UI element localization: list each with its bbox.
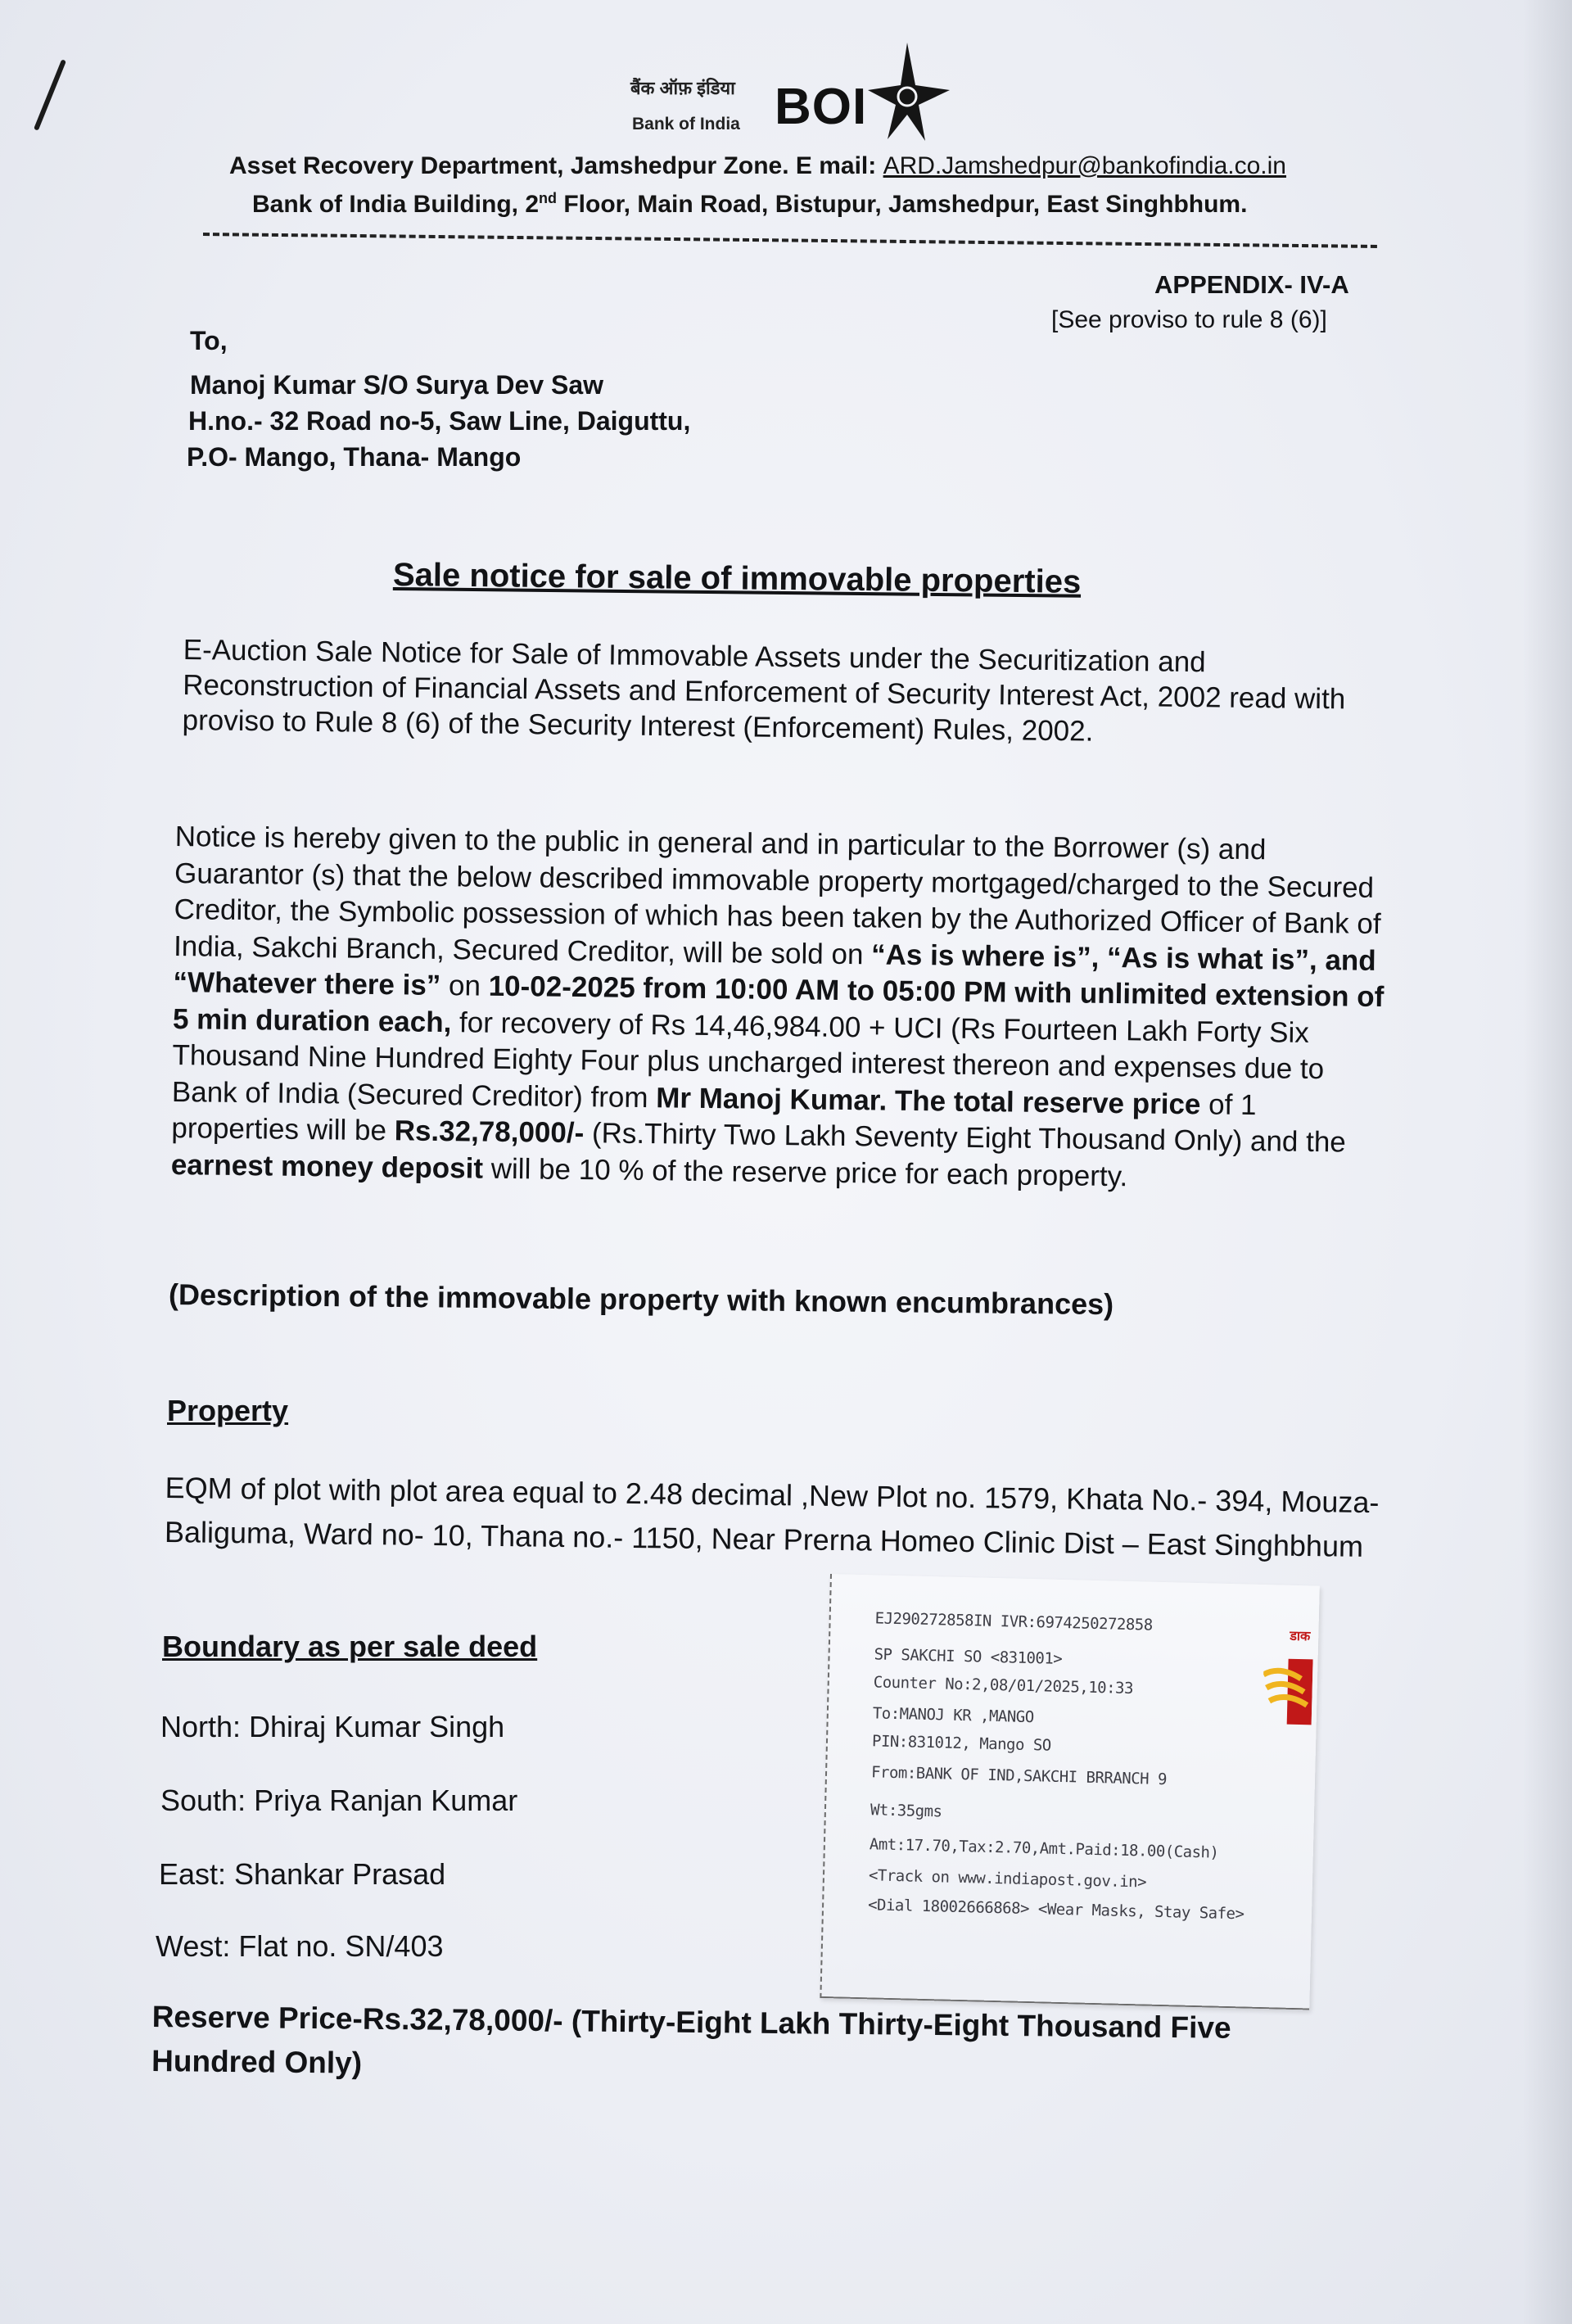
star-icon [868,43,950,141]
para2-reserve-amount: Rs.32,78,000/- [394,1115,585,1150]
receipt-line: To:MANOJ KR ,MANGO [872,1704,1034,1727]
notice-paragraph-1: E-Auction Sale Notice for Sale of Immovable Assets under the Securitization and Reconstruction of Financial Assets and Enforcement of Security Interest Act, 2002 read with proviso to Rule 8 (6) of the Security Interest (Enforcement) Rules, 2002. [182,633,1346,748]
recipient-salutation: To, [190,326,228,355]
page-edge-shadow [1523,0,1572,2324]
logo-english-text: Bank of India [632,115,740,133]
header-line-2 [252,190,1398,219]
receipt-line: Counter No:2,08/01/2025,10:33 [873,1673,1134,1698]
recipient-address-2: P.O- Mango, Thana- Mango [187,442,522,472]
boundary-heading: Boundary as per sale deed [162,1630,538,1663]
receipt-line: SP SAKCHI SO <831001> [874,1645,1063,1668]
para2-text-i: (Rs.Thirty Two Lakh Seventy Eight Thousand Only) and the [584,1117,1347,1159]
appendix-title: APPENDIX- IV-A [1154,270,1349,299]
bank-logo [630,43,958,141]
para2-text-c: on [440,969,489,1002]
header-building-sup: nd [539,190,558,206]
receipt-line: From:BANK OF IND,SAKCHI BRRANCH 9 [870,1763,1168,1789]
boundary-north: North: Dhiraj Kumar Singh [160,1710,505,1743]
property-description: EQM of plot with plot area equal to 2.48 decimal ,New Plot no. 1579, Khata No.- 394, Mouza- Baliguma, Ward no- 10, Thana no.- 1150, Near Prerna Homeo Clinic Dist – East Singhbhum [164,1470,1380,1563]
header-address: Floor, Main Road, Bistupur, Jamshedpur, East Singhbhum. [557,191,1248,218]
header-line-1 [229,152,1376,180]
para2-emd: earnest money deposit [170,1148,484,1185]
reserve-price: Reserve Price-Rs.32,78,000/- (Thirty-Eight Lakh Thirty-Eight Thousand Five Hundred Only) [151,1999,1231,2080]
boundary-west: West: Flat no. SN/403 [156,1929,444,1963]
boundary-south: South: Priya Ranjan Kumar [160,1784,518,1817]
receipt-line: Amt:17.70,Tax:2.70,Amt.Paid:18.00(Cash) [869,1835,1219,1862]
india-post-logo-icon [1262,1642,1313,1749]
receipt-line: PIN:831012, Mango SO [871,1732,1052,1755]
boundary-east: East: Shankar Prasad [159,1857,446,1891]
appendix-proviso: [See proviso to rule 8 (6)] [1051,306,1327,333]
para2-text-e: for recovery of Rs 14,46,984.00 + UCI (Rs Fourteen Lakh Forty Six Thousand Nine Hundred Eighty Four plus uncharged interest thereon and expenses due to Bank of India (Secured Creditor) from [171,1006,1325,1114]
recipient-address-1: H.no.- 32 Road no-5, Saw Line, Daiguttu, [188,406,691,436]
receipt-line: <Dial 18002666868> <Wear Masks, Stay Safe> [867,1896,1244,1924]
logo-hindi-text: बैंक ऑफ़ इंडिया [630,78,735,98]
header-building: Bank of India Building, 2 [252,191,540,218]
notice-paragraph-2 [171,819,1395,1198]
description-heading: (Description of the immovable property with known encumbrances) [168,1277,1114,1322]
postal-receipt [820,1574,1319,2010]
para2-auction-date: 10-02-2025 from 10:00 AM to 05:00 PM with unlimited extension of 5 min duration each, [172,970,1385,1038]
receipt-line: Wt:35gms [870,1801,942,1821]
property-heading: Property [167,1394,289,1427]
india-post-logo-text: डाक [1290,1627,1311,1644]
receipt-line: <Track on www.indiapost.gov.in> [868,1866,1147,1892]
logo-boi-mark: BOI [775,79,868,135]
notice-title: Sale notice for sale of immovable properties [392,557,1082,600]
para2-text-a: Notice is hereby given to the public in general and in particular to the Borrower (s) and Guarantor (s) that the below described immovable property mortgaged/charged to the Secured Creditor, the Symbolic possession of which has been taken by the Authorized Officer of Bank of India, Sakchi Branch, Secured Creditor, will be sold on [173,820,1381,970]
para2-text-k: will be 10 % of the reserve price for each property. [482,1152,1128,1192]
header-department: Asset Recovery Department, Jamshedpur Zone. E mail: [229,152,883,179]
para2-text-g: of 1 properties will be [171,1087,1257,1147]
recipient-name: Manoj Kumar S/O Surya Dev Saw [190,370,604,400]
para2-borrower: Mr Manoj Kumar. The total reserve price [656,1081,1201,1120]
para2-condition: “As is where is”, “As is what is”, and “Whatever there is” [173,938,1376,1001]
receipt-line: EJ290272858IN IVR:6974250272858 [874,1609,1153,1634]
header-email-link[interactable]: ARD.Jamshedpur@bankofindia.co.in [883,152,1286,179]
